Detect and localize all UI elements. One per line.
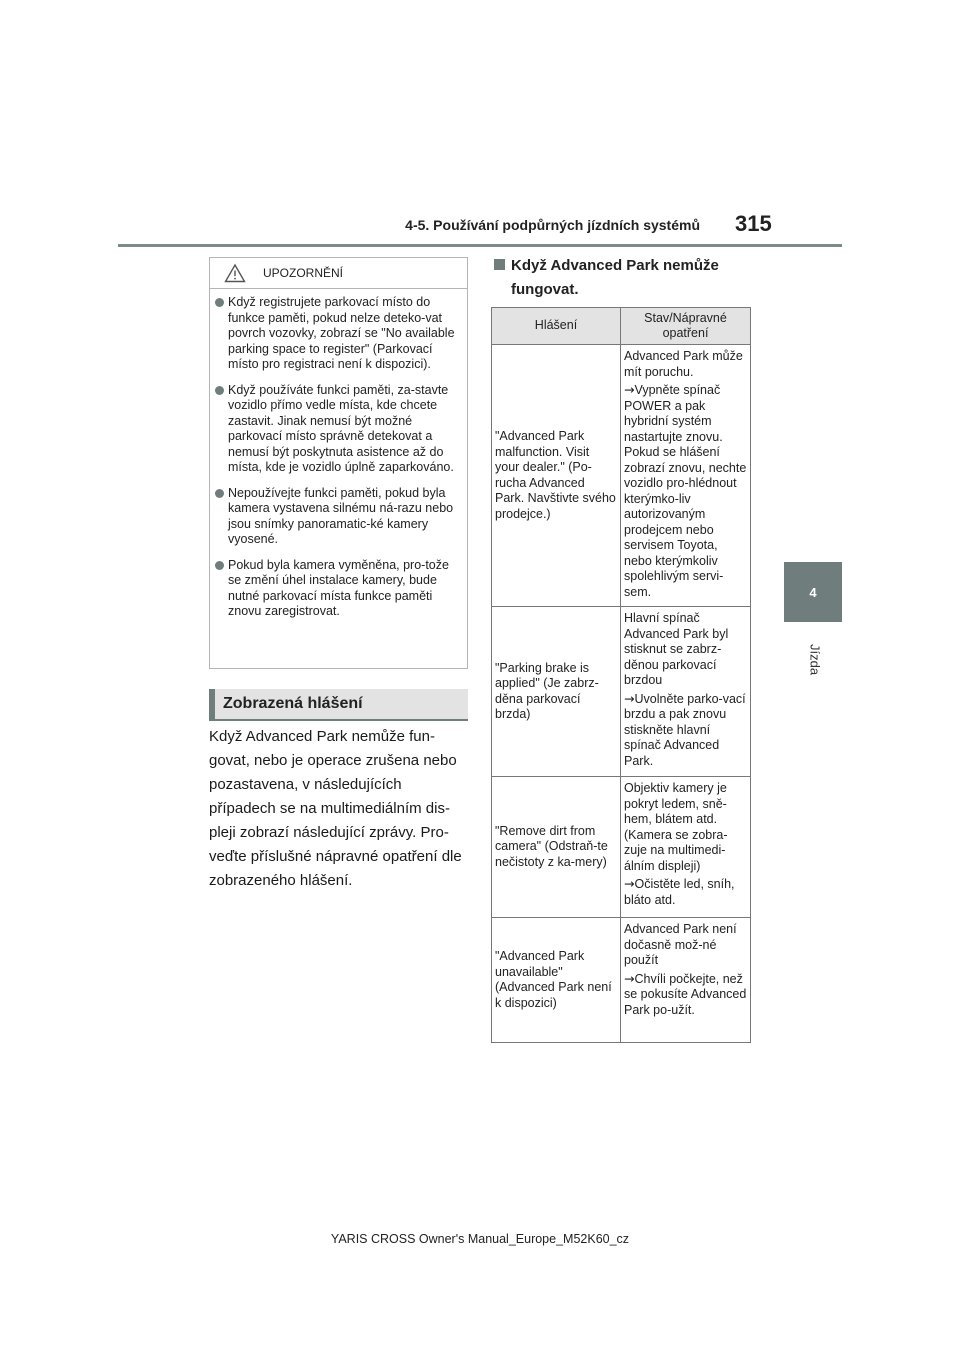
message-cell: "Advanced Park unavailable" (Advanced Park není k dispozici)	[492, 918, 621, 1043]
message-cell: "Parking brake is applied" (Je zabrz-děna parkovací brzda)	[492, 607, 621, 777]
corrective-action	[624, 382, 747, 600]
caution-item: Nepoužívejte funkci paměti, pokud byla kamera vystavena silnému ná-razu nebo jsou snímky panoramatic-ké kamery vyosené.	[210, 484, 467, 556]
chapter-tab	[784, 562, 842, 622]
message-cell: "Advanced Park malfunction. Visit your dealer." (Po-rucha Advanced Park. Navštivte svého prodejce.)	[492, 345, 621, 607]
section-title: 4-5. Používání podpůrných jízdních systémů	[405, 217, 700, 233]
caution-item: Když registrujete parkovací místo do funkce paměti, pokud nelze deteko-vat povrch vozovky, zobrazí se "No available parking space to register" (Parkovací místo pro registraci není k dispozici).	[210, 293, 467, 381]
caution-title: UPOZORNĚNÍ	[263, 266, 344, 280]
action-text: Chvíli počkejte, než se pokusíte Advanced Park po-užít.	[624, 971, 747, 1017]
status-cell	[621, 777, 751, 918]
message-cell: "Remove dirt from camera" (Odstraň-te nečistoty z ka-mery)	[492, 777, 621, 918]
section-heading-text: Zobrazená hlášení	[223, 695, 363, 712]
column-header-status: Stav/Nápravné opatření	[621, 308, 751, 345]
status-cell	[621, 918, 751, 1043]
action-text: Uvolněte parko-vací brzdu a pak znovu stiskněte hlavní spínač Advanced Park.	[624, 691, 746, 768]
intro-paragraph: Když Advanced Park nemůže fun-govat, nebo je operace zrušena nebo pozastavena, v následujících případech se na multimediálním dis-pleji zobrazí následující zprávy. Pro-veďte příslušné nápravné opatření dle zobrazeného hlášení.	[209, 728, 462, 889]
table-row	[492, 345, 751, 607]
page-number: 315	[735, 211, 772, 236]
arrow-right-icon: →	[624, 970, 635, 986]
subsection-heading-line2: fungovat.	[511, 281, 579, 298]
arrow-right-icon: →	[624, 382, 635, 397]
action-text: Vypněte spínač POWER a pak hybridní systém nastartujte znovu. Pokud se hlášení zobrazí znovu, nechte vozidlo pro-hlédnout kterýmko-liv autorizovaným prodejcem nebo servisem Toyota, nebo kterýmkoliv spolehlivým servi-sem.	[624, 383, 747, 599]
action-text: Očistěte led, sníh, bláto atd.	[624, 877, 735, 907]
caution-item: Pokud byla kamera vyměněna, pro-tože se změní úhel instalace kamery, bude nutné parkovací místa funkce paměti znovu zaregistrovat.	[210, 556, 467, 628]
status-cell	[621, 607, 751, 777]
corrective-action	[624, 971, 747, 1019]
table-header-row	[492, 308, 751, 345]
status-text: Objektiv kamery je pokryt ledem, sně-hem, blátem atd. (Kamera se zobra-zuje na multimedi-álním displeji)	[624, 781, 728, 873]
header-divider	[118, 244, 842, 247]
caution-list	[210, 293, 467, 628]
caution-item: Když používáte funkci paměti, za-stavte vozidlo přímo vedle místa, kde chcete zastavit. Jinak nemusí být možné parkovací místo správně detekovat a nemusí být poskytnuta asistence až do místa, kde je vozidlo úplně zaparkováno.	[210, 381, 467, 484]
status-cell	[621, 345, 751, 607]
table-row	[492, 777, 751, 918]
messages-table	[491, 307, 751, 1043]
caution-box	[209, 257, 468, 669]
footer-text: YARIS CROSS Owner's Manual_Europe_M52K60_cz	[330, 1232, 630, 1246]
status-text: Advanced Park není dočasně mož-né použít	[624, 922, 737, 967]
table-row	[492, 918, 751, 1043]
arrow-right-icon: →	[624, 876, 635, 891]
caution-header	[210, 258, 467, 289]
subsection-heading-line1: Když Advanced Park nemůže	[511, 257, 719, 274]
status-text: Hlavní spínač Advanced Park byl stisknut se zabrz-děnou parkovací brzdou	[624, 611, 729, 687]
table-row	[492, 607, 751, 777]
chapter-label: Jízda	[807, 644, 823, 676]
section-heading	[209, 689, 468, 721]
column-header-message: Hlášení	[492, 308, 621, 345]
square-bullet-icon	[494, 259, 505, 270]
corrective-action	[624, 876, 747, 908]
subsection-heading	[494, 254, 764, 302]
status-text: Advanced Park může mít poruchu.	[624, 349, 743, 379]
arrow-right-icon: →	[624, 690, 635, 706]
corrective-action	[624, 691, 747, 770]
warning-triangle-icon	[224, 263, 246, 283]
chapter-number: 4	[809, 584, 817, 600]
